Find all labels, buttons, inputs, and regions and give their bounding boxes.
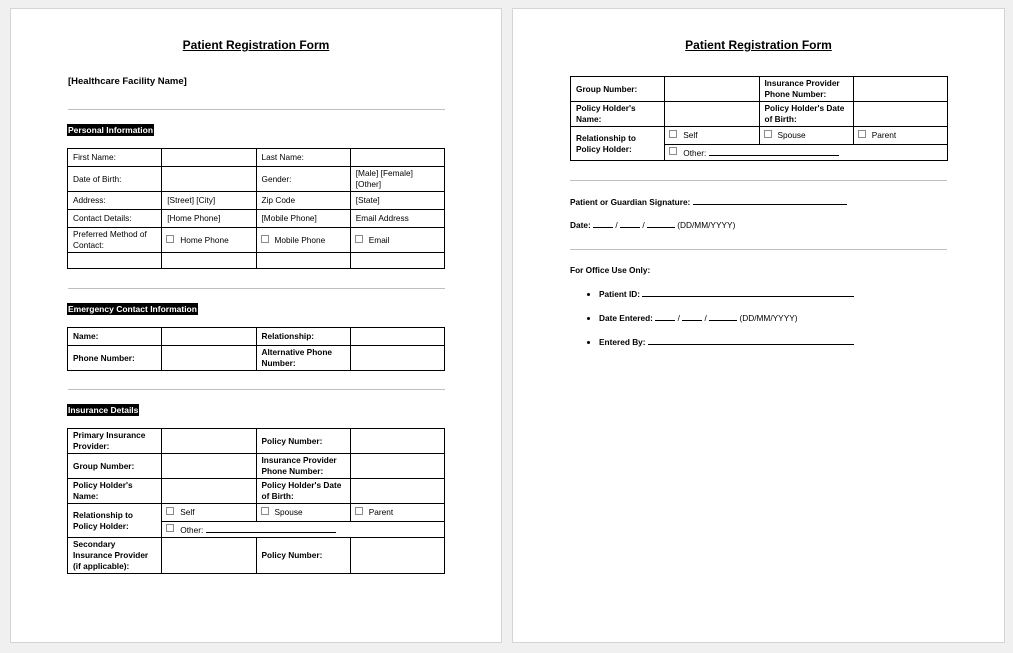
option-other[interactable]: Other:: [162, 522, 445, 538]
last-name-label: Last Name:: [256, 149, 350, 167]
first-name-field[interactable]: [162, 149, 256, 167]
list-item: • Date Entered: / / (DD/MM/YYYY): [599, 312, 854, 324]
empty-cell[interactable]: [162, 253, 256, 269]
date-row: Date: / / (DD/MM/YYYY): [570, 220, 736, 230]
page-1: [10, 8, 502, 643]
checkbox-icon[interactable]: [764, 130, 772, 138]
divider: [570, 180, 947, 181]
option-other[interactable]: Other:: [665, 145, 948, 161]
provider-phone-field[interactable]: [350, 454, 444, 479]
section-emergency-contact: Emergency Contact Information: [68, 304, 197, 314]
option-spouse[interactable]: Spouse: [256, 504, 350, 522]
divider: [68, 389, 445, 390]
primary-insurance-label: Primary Insurance Provider:: [68, 429, 162, 454]
personal-information-table: [67, 148, 445, 269]
gender-label: Gender:: [256, 167, 350, 192]
form-title: Patient Registration Form: [182, 38, 330, 52]
entered-month-line[interactable]: [682, 312, 702, 321]
list-item: [599, 288, 854, 300]
checkbox-icon[interactable]: [261, 507, 269, 515]
patient-id-line[interactable]: [642, 288, 854, 297]
contact-details-label: Contact Details:: [68, 210, 162, 228]
phone-number-label: Phone Number:: [68, 346, 162, 371]
email-field[interactable]: Email Address: [350, 210, 444, 228]
state-field[interactable]: [State]: [350, 192, 444, 210]
signature-line[interactable]: [693, 196, 847, 205]
holder-dob-field[interactable]: [350, 479, 444, 504]
policy-number2-label: Policy Number:: [256, 538, 350, 574]
date-label: Date:: [570, 220, 591, 230]
alt-phone-field[interactable]: [350, 346, 444, 371]
divider: [68, 288, 445, 289]
secondary-insurance-label: Secondary Insurance Provider (if applicable):: [68, 538, 162, 574]
checkbox-icon[interactable]: [166, 235, 174, 243]
checkbox-icon[interactable]: [355, 235, 363, 243]
emergency-contact-table: [67, 327, 445, 371]
insurance-table: [67, 428, 445, 574]
policy-number-field[interactable]: [350, 429, 444, 454]
dob-label: Date of Birth:: [68, 167, 162, 192]
dob-field[interactable]: [162, 167, 256, 192]
emergency-name-field[interactable]: [162, 328, 256, 346]
preferred-contact-label: Preferred Method of Contact:: [68, 228, 162, 253]
patient-id-label: Patient ID:: [599, 289, 641, 299]
page-2: [512, 8, 1005, 643]
option-mobile-phone[interactable]: Mobile Phone: [256, 228, 350, 253]
empty-cell[interactable]: [350, 253, 444, 269]
option-self[interactable]: Self: [162, 504, 256, 522]
group-number-field[interactable]: [162, 454, 256, 479]
gender-options[interactable]: [Male] [Female] [Other]: [350, 167, 444, 192]
holder-name-field[interactable]: [665, 102, 759, 127]
secondary-insurance-field[interactable]: [162, 538, 256, 574]
holder-dob-field[interactable]: [853, 102, 947, 127]
checkbox-icon[interactable]: [355, 507, 363, 515]
date-year-line[interactable]: [647, 219, 675, 228]
home-phone-field[interactable]: [Home Phone]: [162, 210, 256, 228]
option-home-phone[interactable]: Home Phone: [162, 228, 256, 253]
policy-number-label: Policy Number:: [256, 429, 350, 454]
mobile-phone-field[interactable]: [Mobile Phone]: [256, 210, 350, 228]
group-number-field[interactable]: [665, 77, 759, 102]
option-parent[interactable]: Parent: [350, 504, 444, 522]
section-personal-information: Personal Information: [68, 125, 154, 135]
relationship-label: Relationship:: [256, 328, 350, 346]
relationship-field[interactable]: [350, 328, 444, 346]
primary-insurance-field[interactable]: [162, 429, 256, 454]
form-title: Patient Registration Form: [685, 38, 832, 52]
office-use-title: For Office Use Only:: [570, 265, 651, 275]
policy-number2-field[interactable]: [350, 538, 444, 574]
zip-code-field[interactable]: Zip Code: [256, 192, 350, 210]
holder-dob-label: Policy Holder's Date of Birth:: [759, 102, 853, 127]
date-entered-label: Date Entered:: [599, 313, 653, 323]
group-number-label: Group Number:: [68, 454, 162, 479]
checkbox-icon[interactable]: [166, 507, 174, 515]
entered-year-line[interactable]: [709, 312, 737, 321]
other-line[interactable]: [709, 147, 839, 156]
date-day-line[interactable]: [593, 219, 613, 228]
empty-cell[interactable]: [68, 253, 162, 269]
other-line[interactable]: [206, 524, 336, 533]
date-format: (DD/MM/YYYY): [677, 220, 736, 230]
option-parent[interactable]: Parent: [853, 127, 947, 145]
entered-by-line[interactable]: [648, 336, 854, 345]
provider-phone-label: Insurance Provider Phone Number:: [256, 454, 350, 479]
last-name-field[interactable]: [350, 149, 444, 167]
holder-dob-label: Policy Holder's Date of Birth:: [256, 479, 350, 504]
signature-label: Patient or Guardian Signature:: [570, 197, 691, 207]
street-city-field[interactable]: [Street] [City]: [162, 192, 256, 210]
checkbox-icon[interactable]: [669, 130, 677, 138]
empty-cell[interactable]: [256, 253, 350, 269]
divider: [68, 109, 445, 110]
emergency-name-label: Name:: [68, 328, 162, 346]
relationship-holder-label: Relationship to Policy Holder:: [571, 127, 665, 161]
signature-row: [570, 196, 847, 207]
holder-name-field[interactable]: [162, 479, 256, 504]
checkbox-icon[interactable]: [261, 235, 269, 243]
list-item: [599, 336, 854, 348]
alt-phone-label: Alternative Phone Number:: [256, 346, 350, 371]
provider-phone-field[interactable]: [853, 77, 947, 102]
entered-day-line[interactable]: [655, 312, 675, 321]
holder-name-label: Policy Holder's Name:: [68, 479, 162, 504]
relationship-holder-label: Relationship to Policy Holder:: [68, 504, 162, 538]
facility-name: [Healthcare Facility Name]: [68, 76, 187, 87]
address-label: Address:: [68, 192, 162, 210]
entered-by-label: Entered By:: [599, 337, 646, 347]
option-self[interactable]: Self: [665, 127, 759, 145]
divider: [570, 249, 947, 250]
group-number-label: Group Number:: [571, 77, 665, 102]
option-spouse[interactable]: Spouse: [759, 127, 853, 145]
holder-name-label: Policy Holder's Name:: [571, 102, 665, 127]
date-format: (DD/MM/YYYY): [739, 313, 798, 323]
checkbox-icon[interactable]: [669, 147, 677, 155]
first-name-label: First Name:: [68, 149, 162, 167]
date-month-line[interactable]: [620, 219, 640, 228]
insurance-continued-table: [570, 76, 948, 161]
office-use-list: [569, 288, 854, 360]
checkbox-icon[interactable]: [166, 524, 174, 532]
option-email[interactable]: Email: [350, 228, 444, 253]
checkbox-icon[interactable]: [858, 130, 866, 138]
phone-number-field[interactable]: [162, 346, 256, 371]
section-insurance-details: Insurance Details: [68, 405, 139, 415]
provider-phone-label: Insurance Provider Phone Number:: [759, 77, 853, 102]
